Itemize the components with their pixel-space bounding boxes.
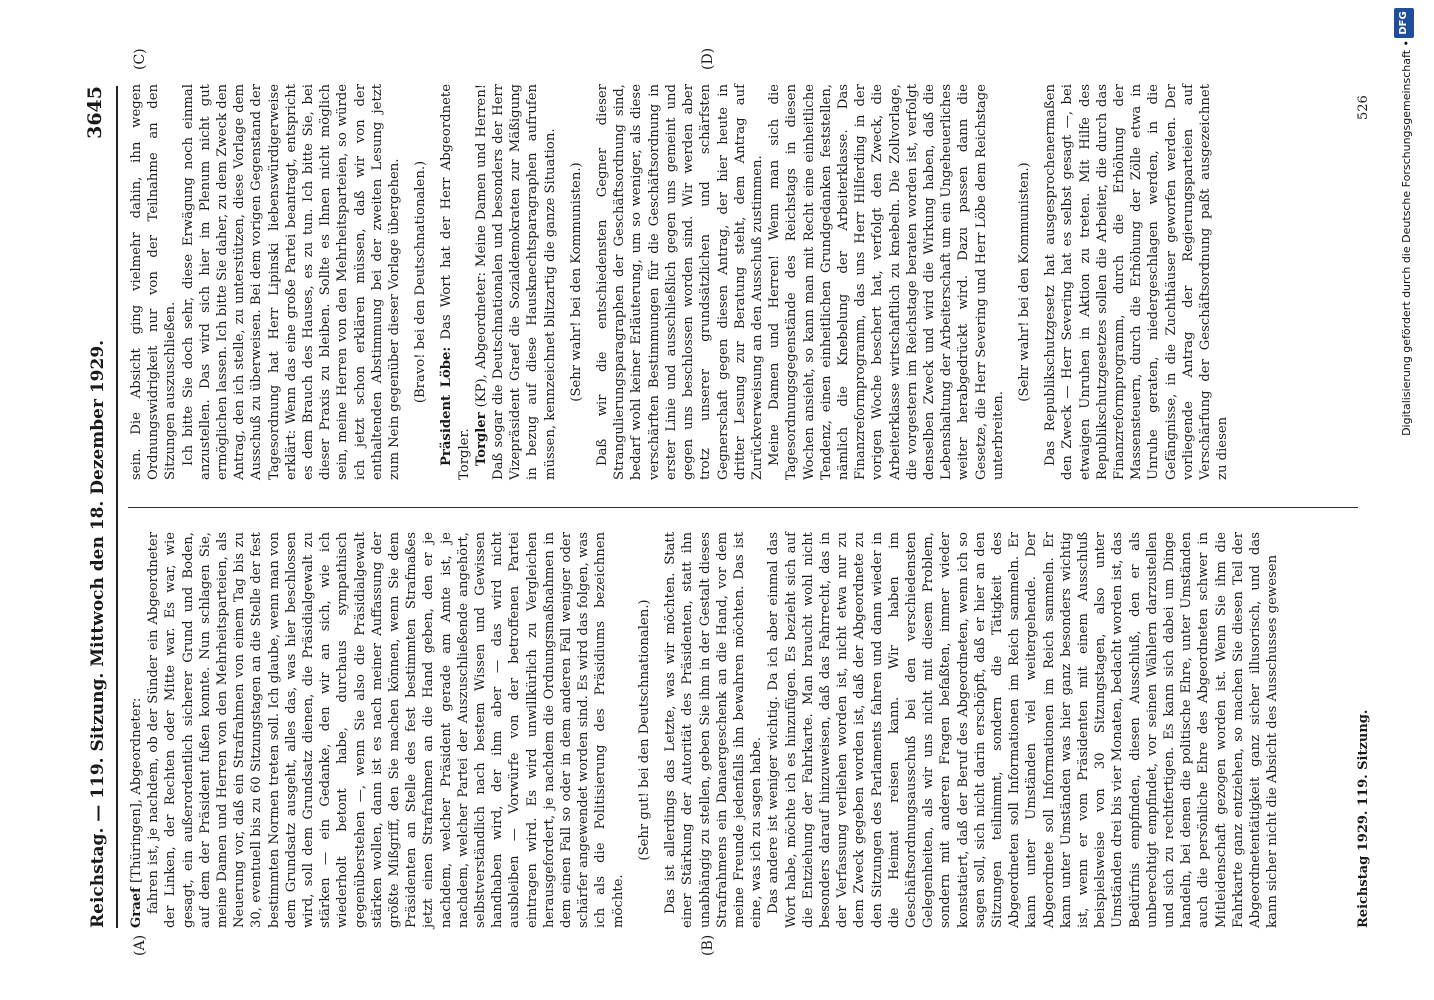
- margin-marker-b: (B): [700, 934, 716, 956]
- paragraph: Das ist allerdings das Letzte, was wir möchten. Statt einer Stärkung der Autorität des Präsidenten, statt ihn unabhängig zu stellen, geben Sie ihm in der Gestalt dieses Strafrahmens ein Danaergeschenk an die Hand, vor dem meine Freunde jedenfalls ihn bewahren möchten. Das ist eine, was ich zu sagen habe.: [663, 532, 765, 928]
- speaker-text: Das Wort hat der Herr Abgeordnete Torgler.: [439, 84, 472, 480]
- margin-marker-d: (D): [700, 47, 716, 70]
- left-text-column: [128, 532, 1350, 928]
- speaker-line: [473, 84, 559, 480]
- speaker-name: Torgler: [473, 412, 489, 466]
- right-text-column: [128, 84, 1350, 480]
- header-title: Reichstag. — 119. Sitzung. Mittwoch den 18. Dezember 1929.: [88, 339, 108, 928]
- interjection: (Sehr gut! bei den Deutschnationalen.): [636, 599, 652, 861]
- folio-number: 526: [1356, 95, 1371, 120]
- digitization-credit: Digitalisierung gefördert durch die Deutsche Forschungsgemeinschaft •: [1400, 40, 1413, 436]
- paragraph: Meine Damen und Herren! Wenn man sich die Tagesordnungsgegenstände des Reichstags in diesen Wochen ansieht, so kann man mit Recht eine einheitliche Tendenz, einen einheitlichen Grundgedanken feststellen, nämlich die Knebelung der Arbeiterklasse. Das Finanzreformprogramm, das uns Herr Hilferding in der vorigen Woche beschert hat, verfolgt den Zweck, die Arbeiterklasse wirtschaftlich zu knebeln. Die Zollvorlage, die vorgestern im Reichstage beraten worden ist, verfolgt denselben Zweck und wird die Wirkung haben, daß die Lebenshaltung der Arbeiterschaft um ein Ungeheuerliches weiter herabgedrückt wird. Dazu passen dann die Gesetze, die Herr Severing und Herr Löbe dem Reichstage unterbreiten.: [767, 84, 1006, 480]
- page-header: [82, 86, 118, 928]
- paragraph: sein. Die Absicht ging vielmehr dahin, ihn wegen Ordnungswidrigkeit nur von der Teilnahme an den Sitzungen auszuschließen.: [129, 84, 179, 480]
- header-page-number: 3645: [84, 86, 106, 139]
- speaker-name: Graef: [129, 887, 144, 928]
- interjection: (Sehr wahr! bei den Kommunisten.): [568, 162, 584, 402]
- speaker-role: [Thüringen], Abgeordneter:: [129, 697, 144, 888]
- paragraph: Daß wir die entschiedensten Gegner dieser Strangulierungsparagraphen der Geschäftsordnung sind, bedarf wohl keiner Erläuterung, um so weniger, als diese verschärften Bestimmungen für die Geschäftsordnung in erster Linie und ausschließlich gegen uns gemeint und gegen uns beschlossen worden sind. Wir werden aber trotz unserer grundsätzlichen und schärfsten Gegnerschaft gegen diesen Antrag, der hier heute in dritter Lesung zur Beratung steht, dem Antrag auf Zurückverweisung an den Ausschuß zustimmen.: [595, 84, 765, 480]
- paragraph: Das Republikschutzgesetz hat ausgesprochenermaßen den Zweck — Herr Severing hat es selbst gesagt —, bei etwaigen Unruhen in Aktion zu treten. Mit Hilfe des Republikschutzgesetzes sollen die Arbeiter, die durch das Finanzreformprogramm, durch die Erhöhung der Massensteuern, durch die Erhöhung der Zölle etwa in Unruhe geraten, niedergeschlagen werden, in die Gefängnisse, in die Zuchthäuser geworfen werden. Der vorliegende Antrag der Regierungsparteien auf Verschärfung der Geschäftsordnung paßt ausgezeichnet zu diesen: [1043, 84, 1231, 480]
- paragraph: Ich bitte Sie doch sehr, diese Erwägung noch einmal anzustellen. Das wird sich hier im Plenum nicht gut ermöglichen lassen. Ich bitte Sie daher, zu dem Zweck den Antrag, den ich stelle, zu unterstützen, diese Vorlage dem Ausschuß zu überweisen. Bei dem vorigen Gegenstand der Tagesordnung hat Herr Lipinski liebenswürdigerweise erklärt: Wenn das eine große Partei beantragt, entspricht es dem Brauch des Hauses, es zu tun. Ich bitte Sie, bei dieser Praxis zu bleiben. Sollte es Ihnen nicht möglich sein, meine Herren von den Mehrheitsparteien, so würde ich jetzt schon erklären müssen, daß wir von der enthaltenden Abstimmung bei der zweiten Lesung jetzt zum Nein gegenüber dieser Vorlage übergehen.: [180, 84, 403, 480]
- interjection: (Bravo! bei den Deutschnationalen.): [413, 160, 429, 404]
- speaker-name: Präsident Löbe:: [439, 346, 455, 466]
- column-divider: [128, 507, 1358, 508]
- margin-marker-c: (C): [132, 48, 148, 70]
- page-footer-signature: Reichstag 1929. 119. Sitzung.: [1356, 709, 1371, 928]
- paragraph: fahren ist, je nachdem, ob der Sünder ein Abgeordneter der Linken, der Rechten oder Mitte war. Es war, wie gesagt, ein außerordentlich sicherer Grund und Boden, auf dem der Präsident fußen konnte. Nun schlagen Sie, meine Damen und Herren von den Mehrheitsparteien, als Neuerung vor, daß ein Strafrahmen von einem Tag bis zu 30, eventuell bis zu 60 Sitzungstagen an die Stelle der fest bestimmten Normen treten soll. Ich glaube, wenn man von dem Grundsatz ausgeht, alles das, was hier beschlossen wird, soll dem Grundsatz dienen, die Präsidialgewalt zu stärken — ein Gedanke, den wir an sich, wie ich wiederholt betont habe, durchaus sympathisch gegenüberstehen —, wenn Sie also die Präsidialgewalt stärken wollen, dann ist es nach meiner Auffassung der größte Mißgriff, den Sie machen können, wenn Sie dem Präsidenten an Stelle des fest bestimmten Strafmaßes jetzt einen Strafrahmen an die Hand geben, den er je nachdem, welcher Präsident gerade am Amte ist, je nachdem, welcher Partei der Auszuschließende angehört, selbstverständlich nach bestem Wissen und Gewissen handhaben wird, der ihm aber — das wird nicht ausbleiben — Vorwürfe von der betroffenen Partei eintragen wird. Es wird unwillkürlich zu Vergleichen herausgefordert, je nachdem die Ordnungsmaßnahmen in dem einen Fall so oder in dem anderen Fall weniger oder schärfer angewendet worden sind. Es wird das folgen, was ich als die Politisierung des Präsidiums bezeichnen möchte.: [146, 532, 626, 928]
- speaker-line: [438, 84, 472, 480]
- interjection: (Sehr wahr! bei den Kommunisten.): [1016, 162, 1032, 402]
- speaker-text: (KP), Abgeordneter: Meine Damen und Herren! Daß sogar die Deutschnationalen und besonders der Herr Vizepräsident Graef die Sozialdemokraten zur Mäßigung in bezug auf diese Hausknechtsparagraphen aufrufen müssen, kennzeichnet blitzartig die ganze Situation.: [473, 84, 558, 480]
- margin-marker-a: (A): [132, 934, 148, 956]
- paragraph: Das andere ist weniger wichtig. Da ich aber einmal das Wort habe, möchte ich es hinzufügen. Es bezieht sich auf die Entziehung der Fahrkarte. Man braucht wohl nicht besonders darauf hinzuweisen, daß das Fahrrecht, das in der Verfassung verliehen worden ist, nicht etwa nur zu dem Zweck gegeben worden ist, daß der Abgeordnete zu den Sitzungen des Parlaments fahren und dann wieder in die Heimat reisen kann. Wir haben im Geschäftsordnungsausschuß bei den verschiedensten Gelegenheiten, als wir uns nicht mit diesem Problem, sondern mit anderen Fragen befaßten, immer wieder konstatiert, daß der Beruf des Abgeordneten, wenn ich so sagen soll, sich nicht darin erschöpft, daß er hier an den Sitzungen teilnimmt, sondern die Tätigkeit des Abgeordneten soll Informationen im Reich sammeln. Er kann unter Umständen viel weitergehende. Der Abgeordnete soll Informationen im Reich sammeln. Er kann unter Umständen was hier ganz besonders wichtig ist, wenn er vom Präsidenten mit einem Ausschluß beispielsweise von 30 Sitzungstagen, also unter Umständen drei bis vier Monaten, bedacht worden ist, das Bedürfnis empfinden, diesen Ausschluß, den er als unberechtigt empfindet, vor seinen Wählern darzustellen und sich zu rechtfertigen. Es kann sich dabei um Dinge handeln, bei denen die politische Ehre, unter Umständen auch die persönliche Ehre des Abgeordneten schwer in Mitleidenschaft gezogen worden ist. Wenn Sie ihm die Fahrkarte ganz entziehen, so machen Sie diesen Teil der Abgeordnetentätigkeit ganz sicher illusorisch, und das kann sicher nicht die Absicht des Ausschusses gewesen: [766, 532, 1281, 928]
- dfg-logo: DFG: [1394, 8, 1414, 38]
- speaker-line: [128, 532, 145, 928]
